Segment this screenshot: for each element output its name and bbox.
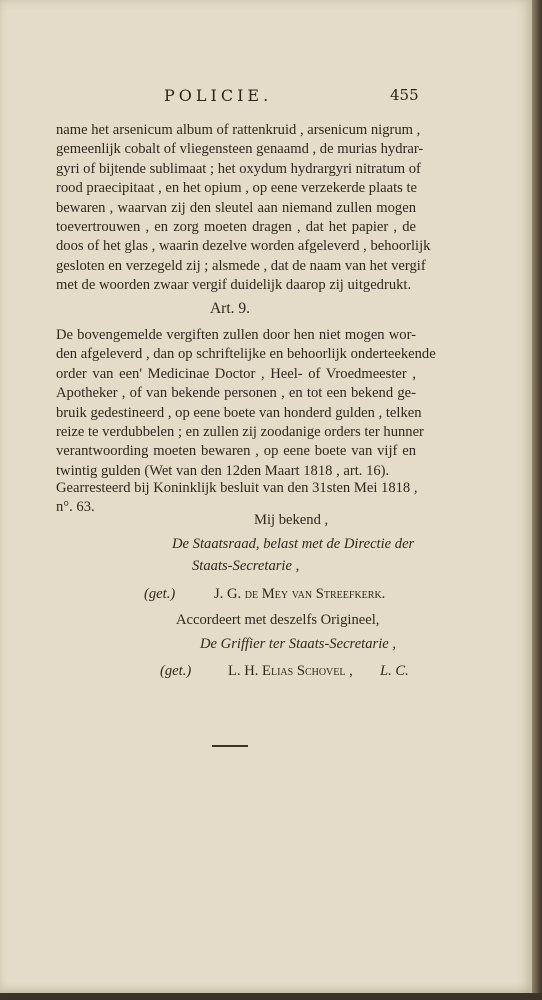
text-line: twintig gulden (Wet van den 12den Maart 1818 , art. 16).	[56, 462, 390, 479]
text-line: bruik gedestineerd , op eene boete van honderd gulden , telken	[56, 404, 422, 421]
accord-line: Accordeert met deszelfs Origineel,	[176, 612, 380, 628]
text-line: n°. 63.	[56, 499, 95, 516]
text-line: den afgeleverd , dan op schriftelijke en behoorlijk onderteekende	[56, 346, 436, 363]
text-line: Apotheker , of van bekende personen , en tot een bekend ge-	[56, 385, 416, 402]
text-line: gemeenlijk cobalt of vliegensteen genaamd , de murias hydrar-	[56, 141, 424, 158]
article-paragraph	[56, 326, 436, 481]
known-line: Mij bekend ,	[254, 512, 329, 528]
signatory-suffix: L. C.	[380, 663, 409, 679]
decree-paragraph	[56, 479, 416, 518]
running-title: POLICIE.	[164, 86, 273, 105]
office-line-1: De Staatsraad, belast met de Directie der	[172, 536, 415, 552]
text-line: toevertrouwen , en zorg moeten dragen , dat het papier , de	[56, 219, 416, 236]
page-header	[0, 86, 532, 110]
text-line: gesloten en verzegeld zij ; alsmede , dat de naam van het vergif	[56, 257, 426, 274]
text-line: order van een' Medicinae Doctor , Heel- of Vroedmeester ,	[56, 365, 416, 382]
signed-label-1: (get.)	[144, 586, 176, 602]
text-line: De bovengemelde vergiften zullen door hen niet mogen wor-	[56, 327, 416, 343]
page-number: 455	[390, 86, 419, 104]
clerk-line: De Griffier ter Staats-Secretarie ,	[200, 636, 397, 652]
page-edge	[532, 0, 542, 1000]
text-line: name het arsenicum album of rattenkruid , arsenicum nigrum ,	[56, 122, 421, 138]
text-line: bewaren , waarvan zij den sleutel aan niemand zullen mogen	[56, 199, 416, 216]
text-line: rood praecipitaat , en het opium , op eene verzekerde plaats te	[56, 180, 418, 197]
paragraph-continuation	[56, 121, 431, 296]
text-line: doos of het glas , waarin dezelve worden afgeleverd , behoorlijk	[56, 238, 431, 255]
text-line: Gearresteerd bij Koninklijk besluit van den 31sten Mei 1818 ,	[56, 480, 418, 496]
text-line: met de woorden zwaar vergif duidelijk daarop zij uitgedrukt.	[56, 277, 412, 294]
text-line: gyri of bijtende sublimaat ; het oxydum hydrargyri nitratum of	[56, 160, 421, 177]
office-line-2: Staats-Secretarie ,	[192, 558, 300, 574]
signatory-name-1: J. G. de Mey van Streefkerk.	[214, 586, 386, 602]
page-bottom-edge	[0, 993, 542, 1000]
article-heading: Art. 9.	[209, 300, 251, 317]
text-line: reize te verdubbelen ; en zullen zij zoodanige orders ter hunner	[56, 424, 424, 441]
closing-rule	[212, 745, 248, 747]
text-line: verantwoording moeten bewaren , op eene boete van vijf en	[56, 443, 416, 460]
signatory-name-2: L. H. Elias Schovel ,	[228, 663, 353, 679]
signed-label-2: (get.)	[160, 663, 192, 679]
